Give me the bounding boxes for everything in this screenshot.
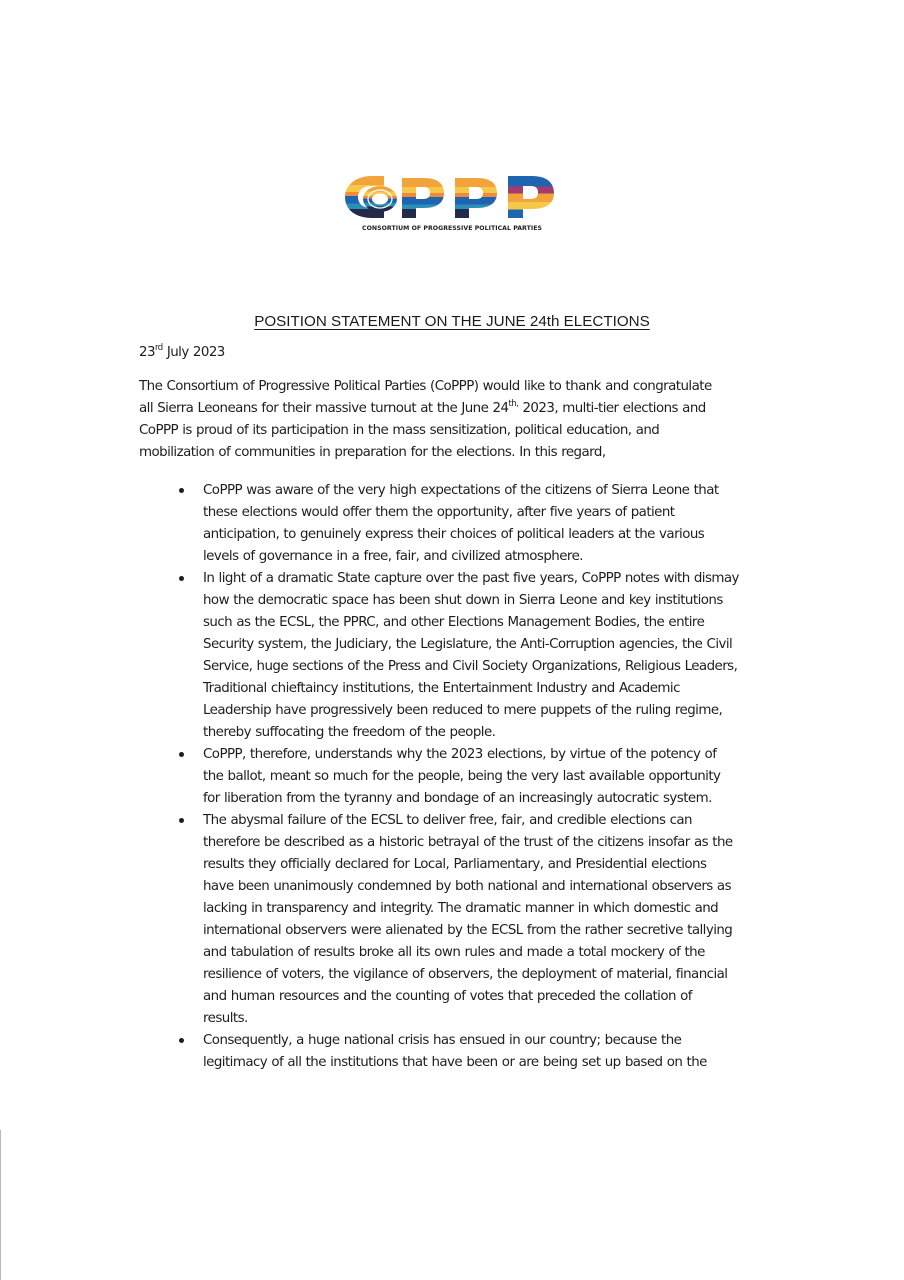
intro-text: The Consortium of Progressive Political Parties (CoPPP) would like to thank and congratulate — [139, 379, 712, 394]
scan-page-edge — [0, 1130, 1, 1280]
bullet-line: Consequently, a huge national crisis has ensued in our country; because the — [203, 1033, 682, 1048]
logo-caption: CONSORTIUM OF PROGRESSIVE POLITICAL PARTIES — [361, 225, 542, 232]
document-title-text: POSITION STATEMENT ON THE JUNE 24th ELECTIONS — [254, 313, 650, 330]
coppp-logo — [342, 170, 560, 236]
bullet-line: for liberation from the tyranny and bondage of an increasingly autocratic system. — [203, 791, 712, 806]
date-day: 23 — [139, 345, 155, 360]
bullet-line: how the democratic space has been shut down in Sierra Leone and key institutions — [203, 593, 723, 608]
bullet-line: CoPPP, therefore, understands why the 2023 elections, by virtue of the potency of — [203, 747, 717, 762]
bullet-line: thereby suffocating the freedom of the people. — [203, 725, 496, 740]
bullet-line: resilience of voters, the vigilance of observers, the deployment of material, financial — [203, 967, 728, 982]
intro-line — [139, 420, 809, 442]
bullet-item — [176, 568, 816, 744]
bullet-line: have been unanimously condemned by both national and international observers as — [203, 879, 732, 894]
bullet-line: international observers were alienated by the ECSL from the rather secretive tallying — [203, 923, 733, 938]
intro-text: 2023, multi-tier elections and — [518, 401, 706, 416]
date-day-suffix: rd — [154, 343, 163, 353]
bullet-line: such as the ECSL, the PPRC, and other Elections Management Bodies, the entire — [203, 615, 705, 630]
bullet-item — [176, 810, 816, 1030]
bullet-dot-icon — [179, 488, 184, 493]
intro-text: all Sierra Leoneans for their massive turnout at the June 24 — [139, 401, 509, 416]
intro-line — [139, 442, 809, 464]
document-title — [0, 313, 904, 330]
intro-paragraph — [139, 376, 809, 464]
bullet-line: lacking in transparency and integrity. The dramatic manner in which domestic and — [203, 901, 719, 916]
date-month-year: July 2023 — [162, 345, 225, 360]
bullet-item — [176, 1030, 816, 1074]
bullet-line: Security system, the Judiciary, the Legislature, the Anti-Corruption agencies, the Civil — [203, 637, 733, 652]
bullet-line: Leadership have progressively been reduced to mere puppets of the ruling regime, — [203, 703, 723, 718]
intro-line — [139, 376, 809, 398]
bullet-line: and human resources and the counting of votes that preceded the collation of — [203, 989, 692, 1004]
bullet-dot-icon — [179, 818, 184, 823]
intro-text: mobilization of communities in preparation for the elections. In this regard, — [139, 445, 606, 460]
bullet-line: results. — [203, 1011, 248, 1026]
bullet-item — [176, 480, 816, 568]
bullet-line: levels of governance in a free, fair, and civilized atmosphere. — [203, 549, 583, 564]
bullet-line: therefore be described as a historic betrayal of the trust of the citizens insofar as the — [203, 835, 733, 850]
bullet-line: Traditional chieftaincy institutions, the Entertainment Industry and Academic — [203, 681, 680, 696]
bullet-line: results they officially declared for Local, Parliamentary, and Presidential elections — [203, 857, 707, 872]
bullet-line: these elections would offer them the opportunity, after five years of patient — [203, 505, 675, 520]
bullet-dot-icon — [179, 576, 184, 581]
bullet-dot-icon — [179, 1038, 184, 1043]
bullet-line: the ballot, meant so much for the people, being the very last available opportunity — [203, 769, 721, 784]
ordinal-suffix: th, — [508, 399, 519, 409]
bullet-item — [176, 744, 816, 810]
statement-bullet-list — [176, 480, 816, 1074]
bullet-dot-icon — [179, 752, 184, 757]
coppp-logo-mark-icon — [342, 170, 560, 224]
intro-text: CoPPP is proud of its participation in the mass sensitization, political education, and — [139, 423, 660, 438]
bullet-line: legitimacy of all the institutions that have been or are being set up based on the — [203, 1055, 707, 1070]
bullet-line: and tabulation of results broke all its own rules and made a total mockery of the — [203, 945, 705, 960]
bullet-line: The abysmal failure of the ECSL to deliver free, fair, and credible elections can — [203, 813, 692, 828]
bullet-line: anticipation, to genuinely express their choices of political leaders at the various — [203, 527, 705, 542]
bullet-line: CoPPP was aware of the very high expectations of the citizens of Sierra Leone that — [203, 483, 719, 498]
document-date — [139, 342, 225, 365]
bullet-line: In light of a dramatic State capture over the past five years, CoPPP notes with dismay — [203, 571, 739, 586]
bullet-line: Service, huge sections of the Press and Civil Society Organizations, Religious Leaders, — [203, 659, 738, 674]
intro-line — [139, 398, 809, 420]
